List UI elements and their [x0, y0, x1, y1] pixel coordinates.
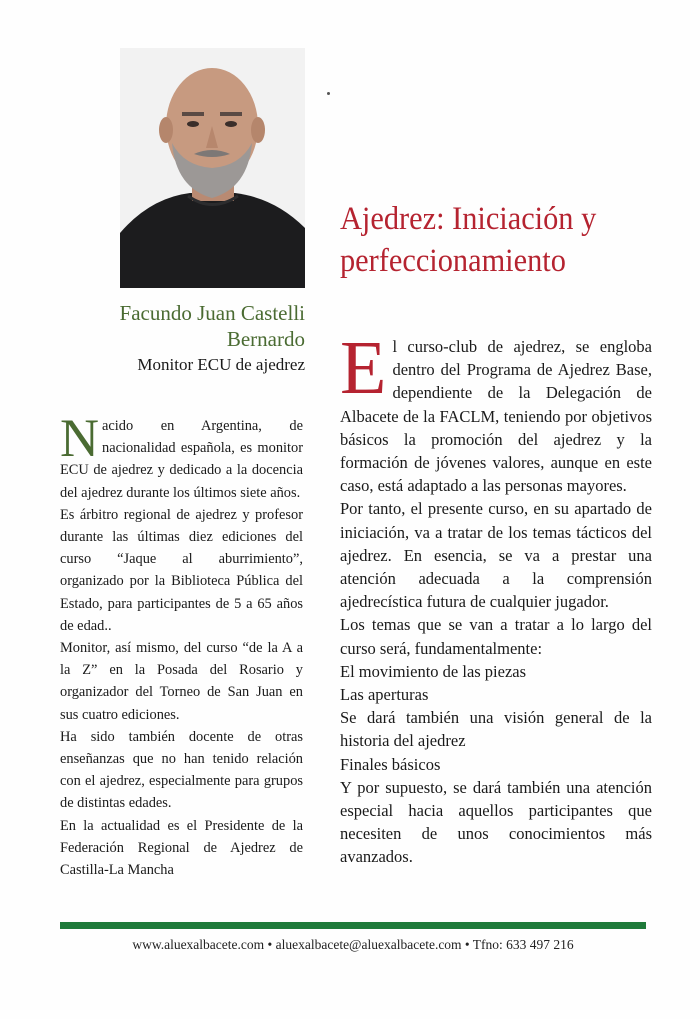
article-paragraph: Por tanto, el presente curso, en su apartado de iniciación, va a tratar de los temas tácticos del ajedrez. En esencia, se va a prestar una atención adecuada a la comprensión ajedrecística futura de cualquier jugador.	[340, 499, 652, 612]
bio-paragraph: Es árbitro regional de ajedrez y profesor durante las últimas diez ediciones del curso “Jaque al aburrimiento”, organizado por la Biblioteca Pública del Estado, para participantes de 5 a 65 años de edad..	[60, 506, 303, 634]
author-photo	[120, 48, 305, 288]
author-name-line1: Facundo Juan Castelli	[119, 301, 305, 325]
topic-item: Finales básicos	[340, 754, 441, 774]
footer-rule	[60, 922, 646, 929]
print-speck	[327, 92, 330, 95]
article-title-line2: perfeccionamiento	[340, 243, 566, 279]
bio-paragraph: Monitor, así mismo, del curso “de la A a la Z” en la Posada del Rosario y organizador del Torneo de San Juan en sus cuatro ediciones.	[60, 640, 303, 723]
portrait-image	[120, 48, 305, 288]
article-title-line1: Ajedrez: Iniciación y	[340, 201, 597, 237]
topic-item: El movimiento de las piezas	[340, 661, 527, 681]
bio-paragraph: En la actualidad es el Presidente de la Federación Regional de Ajedrez de Castilla-La Mancha	[60, 817, 303, 879]
article-closing: Y por supuesto, se dará también una atención especial hacia aquellos participantes que necesiten de unos conocimientos más avanzados.	[340, 777, 652, 867]
topic-item: Se dará también una visión general de la historia del ajedrez	[340, 708, 652, 751]
author-role: Monitor ECU de ajedrez	[137, 355, 305, 374]
article-body	[340, 326, 652, 869]
author-name-line2: Bernardo	[226, 327, 305, 351]
topic-item: Las aperturas	[340, 685, 429, 705]
footer-contact: www.aluexalbacete.com • aluexalbacete@aluexalbacete.com • Tfno: 633 497 216	[132, 937, 574, 952]
author-bio	[60, 408, 303, 881]
author-name	[100, 300, 305, 352]
article-paragraph: Los temas que se van a tratar a lo largo del curso será, fundamentalmente:	[340, 615, 652, 658]
bio-paragraph: Ha sido también docente de otras enseñanzas que no han tenido relación con el ajedrez, especialmente para grupos de distintas edades.	[60, 728, 303, 812]
bio-dropcap: N	[60, 408, 99, 468]
article-paragraph: El curso-club de ajedrez, se engloba dentro del Programa de Ajedrez Base, dependiente de la Delegación de Albacete de la FACLM, teniendo por objetivos básicos la promoción del ajedrez y la formación de jóvenes valores, aunque en este caso, está adaptado a las personas mayores.	[340, 326, 652, 496]
article-title	[340, 198, 657, 282]
bio-paragraph: Nacido en Argentina, de nacionalidad española, es monitor ECU de ajedrez y dedicado a la docencia del ajedrez durante los últimos siete años.	[60, 408, 303, 501]
article-dropcap: E	[340, 326, 387, 410]
